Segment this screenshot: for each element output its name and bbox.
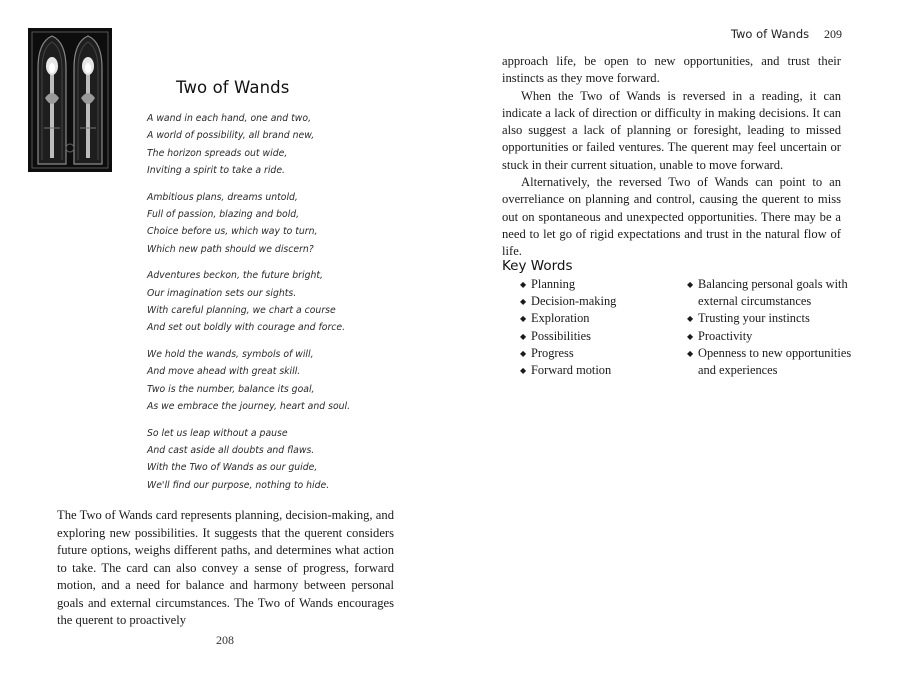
poem <box>147 110 407 503</box>
poem-line: And cast aside all doubts and flaws. <box>147 445 315 457</box>
poem-line: Our imagination sets our sights. <box>147 287 297 299</box>
paragraph: approach life, be open to new opportunities, and trust their instincts as they move forward. <box>502 54 841 86</box>
key-word-item <box>687 276 862 310</box>
key-word-text: Possibilities <box>531 328 591 343</box>
key-word-item <box>687 345 862 379</box>
key-word-item <box>687 328 862 345</box>
card-title: Two of Wands <box>176 78 290 97</box>
diamond-bullet-icon: ◆ <box>520 366 527 376</box>
diamond-bullet-icon: ◆ <box>687 331 694 341</box>
poem-line: Ambitious plans, dreams untold, <box>147 191 298 203</box>
diamond-bullet-icon: ◆ <box>520 280 527 289</box>
poem-line: We hold the wands, symbols of will, <box>147 349 314 361</box>
poem-line: Which new path should we discern? <box>147 243 314 255</box>
key-word-text: Openness to new opportunities and experiences <box>698 345 852 378</box>
key-word-text: Planning <box>531 277 576 291</box>
poem-stanza <box>147 189 407 258</box>
key-word-text: Progress <box>531 345 574 360</box>
poem-line: A world of possibility, all brand new, <box>147 130 315 142</box>
key-word-text: Balancing personal goals with external circumstances <box>698 277 848 309</box>
poem-line: With the Two of Wands as our guide, <box>147 462 318 474</box>
paragraph: The Two of Wands card represents planning, decision-making, and exploring new possibilities. It suggests that the querent considers future options, weighs different paths, and determines what action to take. The card can also convey a sense of progress, forward motion, and a need for balance and harmony between personal goals and external circumstances. The Two of Wands encourages the querent to proactively <box>57 508 394 627</box>
tarot-card-icon <box>28 28 112 172</box>
poem-line: Choice before us, which way to turn, <box>147 226 318 238</box>
tarot-card-image <box>28 28 112 172</box>
poem-line: And set out boldly with courage and force. <box>147 322 346 334</box>
poem-line: With careful planning, we chart a course <box>147 304 336 316</box>
key-word-text: Forward motion <box>531 363 612 378</box>
running-head <box>731 27 842 42</box>
poem-line: So let us leap without a pause <box>147 427 288 439</box>
poem-line: Adventures beckon, the future bright, <box>147 270 323 282</box>
diamond-bullet-icon: ◆ <box>520 348 527 358</box>
poem-stanza <box>147 267 407 336</box>
page-number-right: 209 <box>824 27 842 41</box>
right-page <box>450 0 900 675</box>
poem-stanza <box>147 425 407 494</box>
poem-line: Inviting a spirit to take a ride. <box>147 164 286 176</box>
poem-stanza <box>147 346 407 415</box>
key-word-text: Proactivity <box>698 328 753 343</box>
key-word-text: Trusting your instincts <box>698 311 810 326</box>
body-text-left <box>57 507 394 630</box>
poem-line: Two is the number, balance its goal, <box>147 383 315 395</box>
poem-line: We'll find our purpose, nothing to hide. <box>147 479 330 491</box>
key-words-heading: Key Words <box>502 258 573 274</box>
key-word-item <box>520 310 680 327</box>
diamond-bullet-icon: ◆ <box>520 297 527 307</box>
poem-line: And move ahead with great skill. <box>147 366 301 378</box>
key-word-item <box>520 328 680 345</box>
key-word-item <box>520 362 680 379</box>
key-word-item <box>520 293 680 310</box>
running-head-title: Two of Wands <box>730 27 810 41</box>
diamond-bullet-icon: ◆ <box>687 348 694 358</box>
paragraph: Alternatively, the reversed Two of Wands can point to an overreliance on planning and control, causing the querent to miss out on spontaneous and unexpected opportunities. There may be a need to let go of rigid expectations and trust in the natural flow of life. <box>502 175 841 259</box>
key-words-list-2 <box>687 276 862 379</box>
diamond-bullet-icon: ◆ <box>520 331 527 341</box>
key-word-item <box>687 310 862 327</box>
poem-line: As we embrace the journey, heart and soul. <box>147 400 351 412</box>
key-words-list-1 <box>520 276 680 379</box>
poem-line: A wand in each hand, one and two, <box>147 113 312 124</box>
paragraph: When the Two of Wands is reversed in a reading, it can indicate a lack of direction or difficulty in making decisions. It can also suggest a lack of planning or foresight, leading to missed opportunities or failed ventures. The querent may feel uncertain or stuck in their current situation, unable to move forward. <box>502 88 841 172</box>
key-word-text: Decision-making <box>531 294 617 309</box>
diamond-bullet-icon: ◆ <box>520 314 527 324</box>
poem-line: The horizon spreads out wide, <box>147 147 288 159</box>
body-text-right <box>502 53 841 261</box>
diamond-bullet-icon: ◆ <box>687 314 694 324</box>
poem-stanza <box>147 110 407 179</box>
diamond-bullet-icon: ◆ <box>687 280 694 289</box>
key-word-text: Exploration <box>531 311 590 326</box>
key-word-item <box>520 345 680 362</box>
page-number-left: 208 <box>216 633 234 647</box>
poem-line: Full of passion, blazing and bold, <box>147 208 300 220</box>
key-word-item <box>520 276 680 293</box>
